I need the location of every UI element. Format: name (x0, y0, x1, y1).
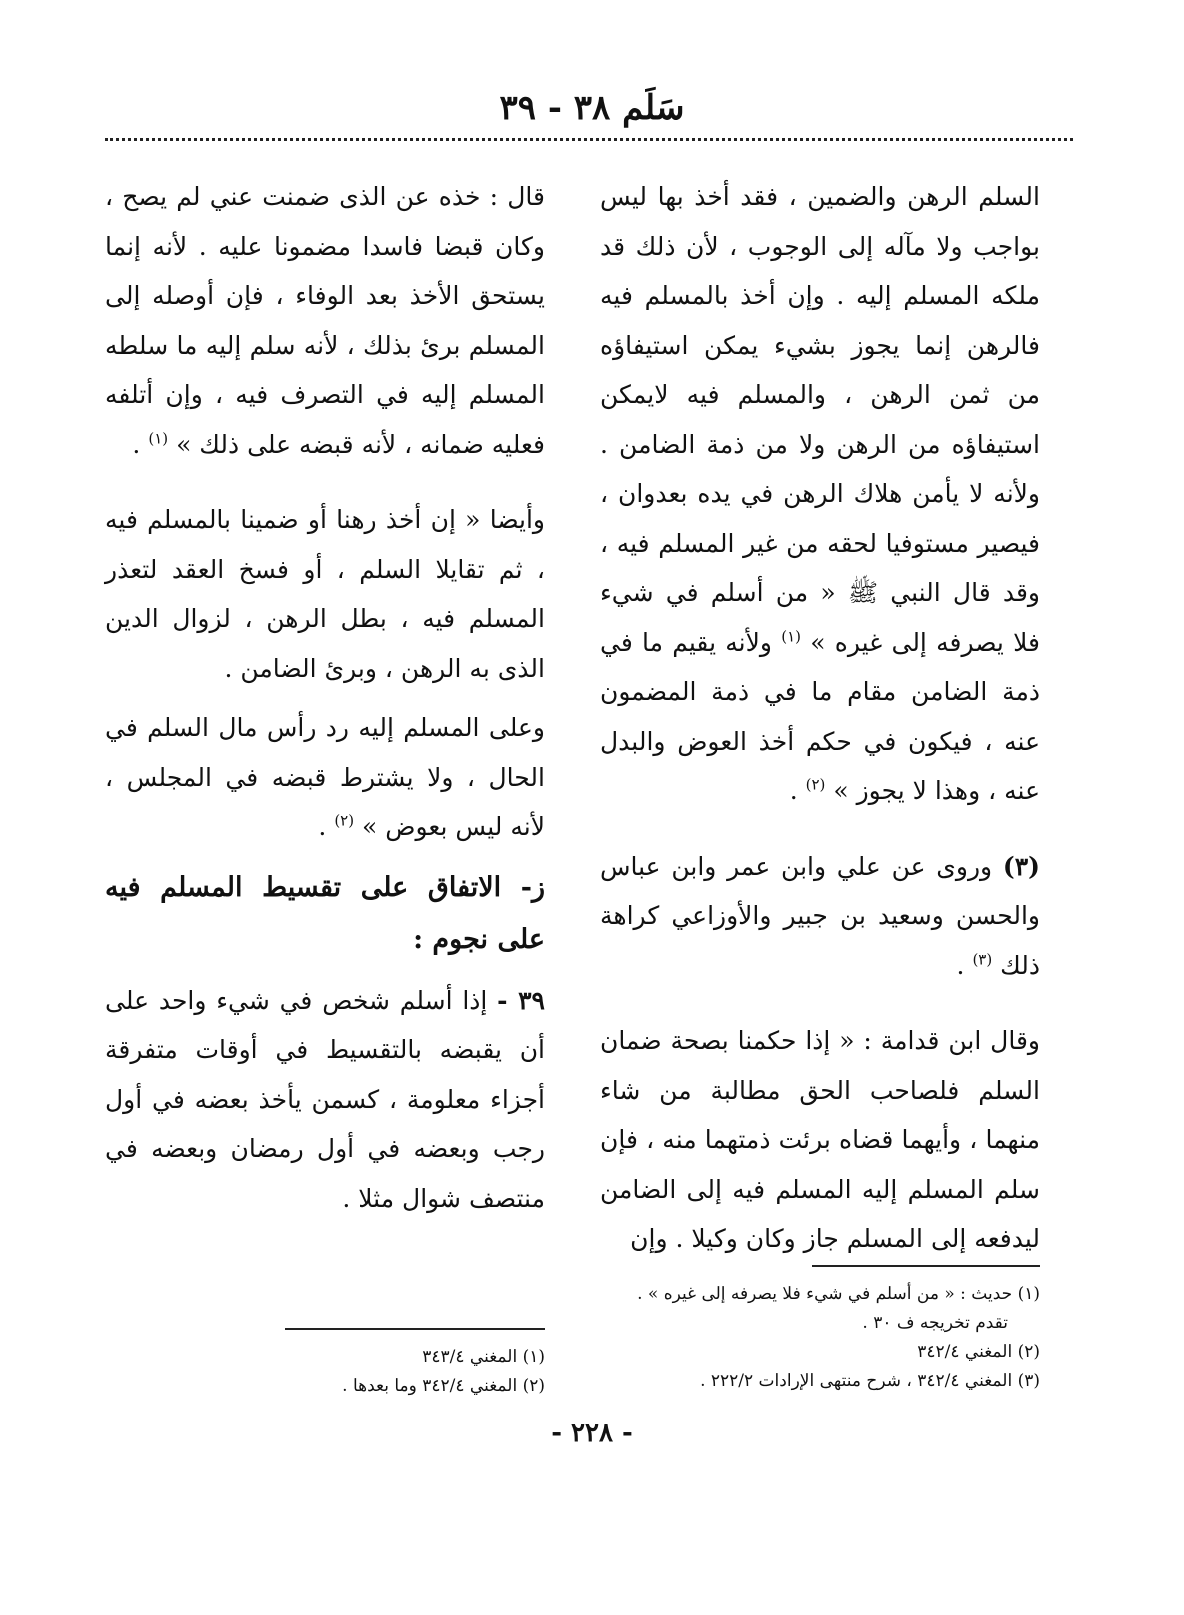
footnote-ref: (١) (148, 429, 169, 448)
header-dotted-rule (105, 138, 1073, 141)
footnote-text: حديث : « من أسلم في شيء فلا يصرفه إلى غيره » . (637, 1284, 1013, 1304)
section-heading: ز- الاتفاق على تقسيط المسلم فيه على نجوم : (105, 871, 545, 955)
footnote-ref: (٢) (805, 775, 826, 794)
right-paragraph-2-text: وروى عن علي وابن عمر وابن عباس والحسن وسعيد بن جبير والأوزاعي كراهة ذلك (600, 851, 1040, 980)
footnote-text: تقدم تخريجه ف ٣٠ . (862, 1313, 1008, 1333)
footnote (105, 1372, 545, 1401)
footnote-number: (١) (522, 1347, 545, 1367)
left-paragraph-3-text: وعلى المسلم إليه رد رأس مال السلم في الحال ، ولا يشترط قبضه في المجلس ، لأنه ليس بعوض » (105, 713, 545, 841)
left-paragraph-3: وعلى المسلم إليه رد رأس مال السلم في الحال ، ولا يشترط قبضه في المجلس ، لأنه ليس بعوض » $^{(٢)}$ . (105, 713, 545, 841)
right-paragraph-2: (٣) وروى عن علي وابن عمر وابن عباس والحسن وسعيد بن جبير والأوزاعي كراهة ذلك $^{(٣)}$ . (600, 851, 1040, 980)
footnote-rule-right (812, 1265, 1040, 1267)
footnote-text: المغني ٣٤٢/٤ ، شرح منتهى الإرادات ٢٢٢/٢ . (700, 1371, 1013, 1391)
left-paragraph-4 (105, 976, 545, 1224)
footnote-text: المغني ٣٤٣/٤ (422, 1347, 518, 1367)
left-paragraph-1-text: قال : خذه عن الذى ضمنت عني لم يصح ، وكان قبضا فاسدا مضمونا عليه . لأنه إنما يستحق الأخذ بعد الوفاء ، فإن أوصله إلى المسلم برئ بذلك ، لأنه سلم إليه ما سلطه المسلم إليه في التصرف فيه ، وإن أتلفه فعليه ضمانه ، لأنه قبضه على ذلك » (105, 182, 545, 459)
footnote-ref: (٣) (972, 950, 993, 969)
footnotes-right (600, 1280, 1040, 1396)
right-paragraph-3: وقال ابن قدامة : « إذا حكمنا بصحة ضمان السلم فلصاحب الحق مطالبة من شاء منهما ، وأيهما قضاه برئت ذمتهما منه ، فإن سلم المسلم إليه المسلم فيه إلى الضامن ليدفعه إلى المسلم جاز وكان وكيلا . وإن (600, 1026, 1040, 1253)
left-paragraph-4-text: إذا أسلم شخص في شيء واحد على أن يقبضه بالتقسيط في أوقات متفرقة أجزاء معلومة ، كسمن يأخذ بعضه في أول رجب وبعضه في أول رمضان وبعضه في منتصف شوال مثلا . (105, 985, 545, 1213)
footnote-text: المغني ٣٤٢/٤ وما بعدها . (342, 1376, 518, 1396)
footnote-number: (٣) (1017, 1371, 1040, 1391)
footnote-text: المغني ٣٤٢/٤ (917, 1342, 1013, 1362)
footnote (600, 1367, 1040, 1396)
footnote-ref: (٢) (334, 811, 355, 830)
footnote-rule-left (285, 1328, 545, 1330)
footnote (600, 1338, 1040, 1367)
paragraph-number: (٣) (1002, 851, 1040, 881)
paragraph-number: ٣٩ - (497, 985, 545, 1015)
running-head: سَلَم ٣٨ - ٣٩ (499, 88, 685, 128)
left-column (105, 172, 545, 1223)
footnote-ref: (١) (781, 627, 801, 646)
right-column (600, 172, 1040, 1264)
footnote (105, 1343, 545, 1372)
right-paragraph-1-text: السلم الرهن والضمين ، فقد أخذ بها ليس بواجب ولا مآله إلى الوجوب ، لأن ذلك قد ملكه المسلم إليه . وإن أخذ بالمسلم فيه فالرهن إنما يجوز بشيء يمكن استيفاؤه من ثمن الرهن ، والمسلم فيه لايمكن استيفاؤه من الرهن ولا من ذمة الضامن . ولأنه لا يأمن هلاك الرهن في يده بعدوان ، فيصير مستوفيا لحقه من غير المسلم فيه ، وقد قال النبي ﷺ « من أسلم في شيء فلا يصرفه إلى غيره » (600, 182, 1040, 657)
footnotes-left (105, 1343, 545, 1401)
footnote-number: (١) (1017, 1284, 1040, 1304)
footnote (600, 1309, 1040, 1338)
footnote-number: (٢) (522, 1376, 545, 1396)
left-paragraph-2: وأيضا « إن أخذ رهنا أو ضمينا بالمسلم فيه ، ثم تقايلا السلم ، أو فسخ العقد لتعذر المسلم فيه ، بطل الرهن ، لزوال الدين الذى به الرهن ، وبرئ الضامن . (105, 505, 545, 683)
right-paragraph-1-continuation: ولأنه يقيم ما في ذمة الضامن مقام ما في ذمة المضمون عنه ، فيكون في حكم أخذ العوض والبدل عنه ، وهذا لا يجوز » (600, 627, 1040, 805)
footnote-number: (٢) (1017, 1342, 1040, 1362)
left-paragraph-1: قال : خذه عن الذى ضمنت عني لم يصح ، وكان قبضا فاسدا مضمونا عليه . لأنه إنما يستحق الأخذ بعد الوفاء ، فإن أوصله إلى المسلم برئ بذلك ، لأنه سلم إليه ما سلطه المسلم إليه في التصرف فيه ، وإن أتلفه فعليه ضمانه ، لأنه قبضه على ذلك » $^{(١)}$ . (105, 182, 545, 459)
right-paragraph-1: السلم الرهن والضمين ، فقد أخذ بها ليس بواجب ولا مآله إلى الوجوب ، لأن ذلك قد ملكه المسلم إليه . وإن أخذ بالمسلم فيه فالرهن إنما يجوز بشيء يمكن استيفاؤه من ثمن الرهن ، والمسلم فيه لايمكن استيفاؤه من الرهن ولا من ذمة الضامن . ولأنه لا يأمن هلاك الرهن في يده بعدوان ، فيصير مستوفيا لحقه من غير المسلم فيه ، وقد قال النبي ﷺ « من أسلم في شيء فلا يصرفه إلى غيره » $^{(١)}$ ولأنه يقيم ما في ذمة الضامن مقام ما في ذمة المضمون عنه ، فيكون في حكم أخذ العوض والبدل عنه ، وهذا لا يجوز » $^{(٢)}$ . (600, 182, 1040, 805)
page-number: - ٢٢٨ - (551, 1418, 633, 1448)
footnote (600, 1280, 1040, 1309)
